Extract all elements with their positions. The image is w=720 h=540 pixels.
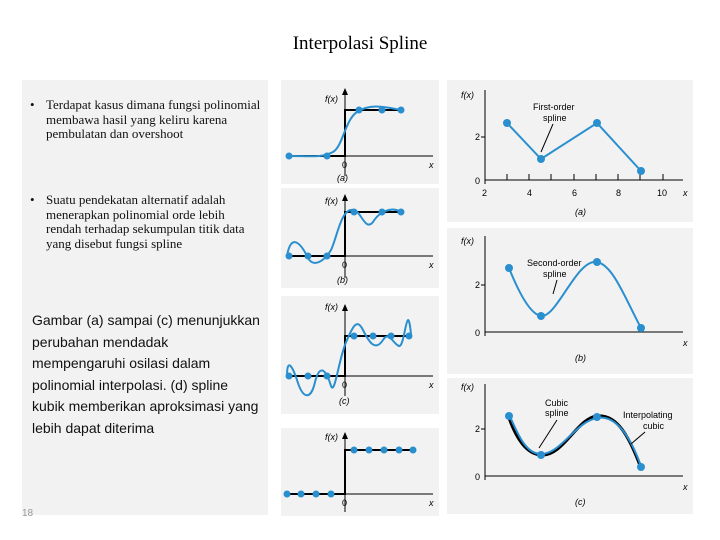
annotation-pointer <box>541 124 553 152</box>
data-point <box>370 333 377 340</box>
figure-step-c-svg <box>281 296 439 414</box>
figure-second-order <box>447 228 693 374</box>
y-label: f(x) <box>461 90 474 100</box>
origin-label: 0 <box>342 160 348 170</box>
y-arrow <box>342 194 348 201</box>
interp-curve <box>287 320 411 395</box>
x-tick-label: 2 <box>482 188 488 198</box>
spline-curve <box>507 123 641 171</box>
x-label: x <box>429 260 434 270</box>
figure-cubic-svg <box>447 378 693 514</box>
figure-first-order-svg <box>447 80 693 222</box>
data-point <box>351 333 358 340</box>
data-point <box>286 253 293 260</box>
annotation-interp-line1: Interpolating <box>623 410 673 420</box>
y-tick-label: 0 <box>475 176 481 186</box>
data-point <box>381 447 388 454</box>
y-label: f(x) <box>325 432 338 442</box>
annotation-pointer <box>553 280 557 294</box>
figure-first-order <box>447 80 693 222</box>
data-point <box>284 491 291 498</box>
data-point <box>593 119 601 127</box>
figure-cubic <box>447 378 693 514</box>
page-title: Interpolasi Spline <box>292 33 428 54</box>
y-label: f(x) <box>325 302 338 312</box>
data-point <box>537 312 545 320</box>
figure-step-a-svg <box>281 80 439 184</box>
figure-caption: (b) <box>575 353 586 363</box>
page-number: 18 <box>22 508 34 519</box>
bullet-symbol: • <box>30 192 35 207</box>
figure-step-b <box>281 188 439 288</box>
annotation-pointer <box>539 420 557 448</box>
data-point <box>324 373 331 380</box>
x-label: x <box>683 188 688 198</box>
y-label: f(x) <box>325 196 338 206</box>
data-point <box>324 153 331 160</box>
x-tick-label: 4 <box>527 188 533 198</box>
text-panel <box>22 80 268 515</box>
data-point <box>379 209 386 216</box>
data-point <box>637 167 645 175</box>
bullet-item <box>30 98 262 142</box>
spline-curve <box>509 262 641 328</box>
bullet-text: Terdapat kasus dimana fungsi polinomial membawa hasil yang keliru karena pembulatan dan overshoot <box>46 97 261 141</box>
figure-step-d <box>281 428 439 516</box>
step-function <box>287 336 409 376</box>
figure-caption: (a) <box>337 173 348 183</box>
data-point <box>593 258 601 266</box>
x-label: x <box>683 338 688 348</box>
x-label: x <box>429 498 434 508</box>
y-tick-label: 0 <box>475 472 481 482</box>
figure-step-a <box>281 80 439 184</box>
origin-label: 0 <box>342 260 348 270</box>
data-point <box>351 447 358 454</box>
y-tick-label: 2 <box>475 424 481 434</box>
figure-step-c <box>281 296 439 414</box>
annotation-line1: Second-order <box>527 258 582 268</box>
interpolating-cubic-curve <box>509 416 641 468</box>
data-point <box>503 119 511 127</box>
annotation-line2: spline <box>543 269 567 279</box>
annotation-interp-line2: cubic <box>643 421 665 431</box>
y-label: f(x) <box>461 382 474 392</box>
y-tick-label: 0 <box>475 328 481 338</box>
data-point <box>406 333 413 340</box>
data-point <box>398 107 405 114</box>
annotation-cubic-line1: Cubic <box>545 398 569 408</box>
y-label: f(x) <box>461 236 474 246</box>
x-label: x <box>429 160 434 170</box>
data-point <box>637 463 645 471</box>
annotation-pointer <box>631 432 645 444</box>
x-tick-label: 8 <box>616 188 622 198</box>
figure-step-b-svg <box>281 188 439 288</box>
data-point <box>637 324 645 332</box>
origin-label: 0 <box>342 498 348 508</box>
bullet-text: Suatu pendekatan alternatif adalah menerapkan polinomial orde lebih rendah terhadap sekumpulan titik data yang disebut fungsi spline <box>46 192 245 251</box>
data-point <box>328 491 335 498</box>
y-tick-label: 2 <box>475 132 481 142</box>
x-tick-label: 6 <box>572 188 578 198</box>
data-point <box>388 333 395 340</box>
y-arrow <box>342 304 348 311</box>
data-point <box>286 153 293 160</box>
data-point <box>410 447 417 454</box>
annotation-line1: First-order <box>533 102 575 112</box>
data-point <box>305 253 312 260</box>
y-arrow <box>342 88 348 95</box>
data-point <box>537 451 545 459</box>
data-point <box>505 264 513 272</box>
data-point <box>396 447 403 454</box>
x-tick-label: 10 <box>657 188 668 198</box>
data-point <box>305 373 312 380</box>
figure-caption: (c) <box>575 497 586 507</box>
data-point <box>593 413 601 421</box>
annotation-cubic-line2: spline <box>545 408 569 418</box>
figure-caption: (a) <box>575 207 586 217</box>
x-label: x <box>429 380 434 390</box>
figure-caption: (c) <box>339 396 350 406</box>
data-point <box>298 491 305 498</box>
data-point <box>537 155 545 163</box>
bullet-item <box>30 193 262 251</box>
data-point <box>313 491 320 498</box>
body-paragraph: Gambar (a) sampai (c) menunjukkan perubahan mendadak mempengaruhi osilasi dalam polinomial interpolasi. (d) spline kubik memberikan aproksimasi yang lebih dapat diterima <box>32 312 260 436</box>
data-point <box>505 412 513 420</box>
bullet-symbol: • <box>30 97 35 112</box>
figure-step-d-svg <box>281 428 439 516</box>
data-point <box>356 107 363 114</box>
origin-label: 0 <box>342 380 348 390</box>
x-label: x <box>683 482 688 492</box>
figure-second-order-svg <box>447 228 693 374</box>
data-point <box>351 209 358 216</box>
y-label: f(x) <box>325 94 338 104</box>
cubic-spline-curve <box>509 414 641 466</box>
figure-caption: (b) <box>337 275 348 285</box>
annotation-line2: spline <box>543 113 567 123</box>
data-point <box>324 253 331 260</box>
y-arrow <box>342 432 348 439</box>
data-point <box>286 373 293 380</box>
y-tick-label: 2 <box>475 280 481 290</box>
step-function <box>287 450 413 494</box>
data-point <box>366 447 373 454</box>
data-point <box>398 209 405 216</box>
data-point <box>379 107 386 114</box>
